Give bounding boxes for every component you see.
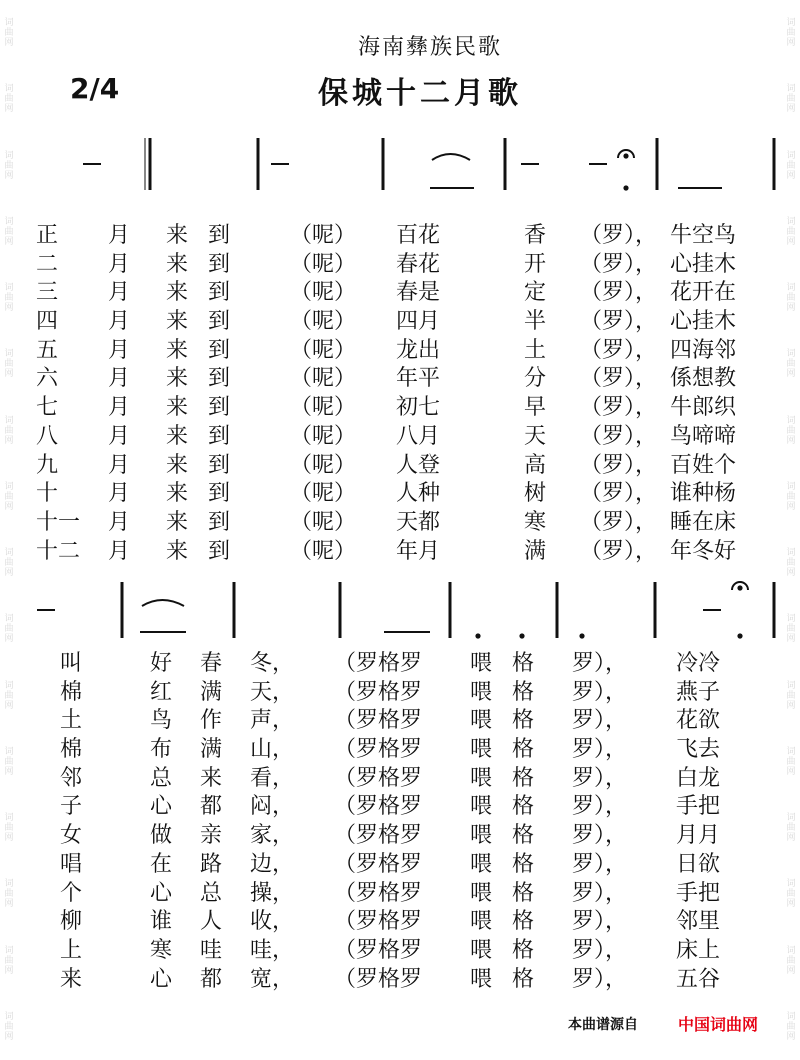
lyric-word: 满 [200,737,223,763]
lyric-word: 闷， [250,794,295,820]
lyric-word: 心 [150,966,173,992]
lyric-word: 土 [524,337,547,363]
watermark-text: 词 曲 网 [786,680,796,711]
lyric-word: 罗）， [572,737,628,763]
lyric-word: 女 [60,823,83,849]
lyric-word: 喂 [470,909,493,935]
lyric-word: （呢） [290,223,357,248]
lyric-word: 十二 [36,538,81,564]
lyric-word: 鸟啼啼 [670,423,737,449]
lyric-word: 手把 [676,794,721,820]
lyric-word: 心挂木 [670,251,737,277]
lyric-word: 总 [200,880,223,906]
lyric-word: 喂 [470,794,493,820]
lyric-word: 格 [512,851,535,877]
lyric-word: （罗格罗 [334,823,423,849]
lyric-word: 四海邻 [670,337,737,363]
lyric-word: 哇 [200,937,223,963]
watermark-text: 词 曲 网 [786,945,796,976]
lyric-word: 喂 [470,737,493,763]
lyric-word: 冬， [250,651,295,676]
lyric-word: 格 [512,737,535,763]
lyric-word: 看， [250,765,295,791]
lyric-word: 到 [208,337,231,363]
lyric-word: 谁种杨 [670,481,737,507]
lyric-word: 罗）， [572,937,628,963]
lyric-word: 月 [108,280,131,306]
lyric-word: 格 [512,708,535,734]
lyric-word: 到 [208,423,231,449]
lyric-word: （呢） [290,538,357,564]
lyric-word: 十一 [36,509,81,535]
lyric-word: （罗格罗 [334,794,423,820]
fermata-dot [623,153,628,158]
low-octave-dot [579,633,584,638]
lyric-word: 月 [108,481,131,507]
watermark-text: 词 曲 网 [4,879,14,910]
lyric-word: （罗格罗 [334,909,423,935]
watermark-text: 词 曲 网 [4,415,14,446]
lyric-word: 人登 [396,452,441,478]
lyric-word: 喂 [470,679,493,705]
lyric-word: 花开在 [670,280,737,306]
lyric-word: 月 [108,452,131,478]
lyric-word: 冷冷 [676,651,721,676]
lyric-word: （罗）， [580,509,658,535]
song-subtitle: 海南彝族民歌 [357,35,502,60]
lyric-word: 四月 [396,309,441,335]
lyric-word: 五谷 [676,966,721,992]
lyric-word: 罗）， [572,651,628,676]
lyric-word: 谁 [150,909,173,935]
lyric-word: 罗）， [572,851,628,877]
watermark-text: 词 曲 网 [786,150,796,181]
lyric-word: 操， [250,880,295,906]
lyric-word: 早 [524,395,547,421]
lyric-word: 格 [512,966,535,992]
lyric-word: 树 [524,481,547,507]
lyric-word: 人种 [396,481,441,507]
watermark-text: 词 曲 网 [4,283,14,314]
lyric-word: 七 [36,395,59,421]
lyric-word: 罗）， [572,880,628,906]
lyric-word: 罗）， [572,823,628,849]
lyric-word: 睡在床 [670,509,737,535]
lyric-word: （呢） [290,452,357,478]
lyric-word: 年平 [396,366,441,392]
watermark-text: 词 曲 网 [786,283,796,314]
lyric-word: 天都 [396,509,441,535]
watermark-text: 词 曲 网 [4,945,14,976]
lyric-word: 来 [166,280,189,306]
lyric-word: （罗）， [580,481,658,507]
watermark-text: 词 曲 网 [4,481,14,512]
lyric-word: （罗）， [580,538,658,564]
lyric-word: 上 [60,937,83,963]
time-signature: 2/4 [70,72,120,105]
lyric-word: （罗）， [580,395,658,421]
lyric-word: 寒 [150,937,173,963]
slur [142,600,184,606]
lyric-word: 到 [208,452,231,478]
lyric-word: 人 [200,909,223,935]
source-note: 本曲谱源自 [568,1017,638,1033]
lyric-word: 月 [108,395,131,421]
lyric-word: （呢） [290,423,357,449]
lyric-word: 红 [150,679,173,705]
lyric-word: 到 [208,223,231,248]
lyric-word: 心挂木 [670,309,737,335]
lyric-word: 年冬好 [670,538,737,564]
lyric-word: 格 [512,794,535,820]
lyric-word: 来 [60,966,83,992]
lyric-word: 喂 [470,851,493,877]
lyric-word: 正 [36,223,59,248]
lyric-word: 格 [512,679,535,705]
lyric-word: 牛空鸟 [670,223,737,248]
lyric-word: 喂 [470,937,493,963]
lyric-word: 来 [200,765,223,791]
lyric-word: 来 [166,509,189,535]
lyric-word: 罗）， [572,909,628,935]
lyric-word: 心 [150,794,173,820]
lyric-word: 家， [250,823,295,849]
slur [432,154,470,160]
lyric-word: 月 [108,337,131,363]
lyric-word: 花欲 [676,708,721,734]
lyric-word: 罗）， [572,708,628,734]
lyric-word: 来 [166,538,189,564]
lyric-word: 来 [166,481,189,507]
lyric-word: （呢） [290,481,357,507]
lyric-word: 叫 [60,651,83,676]
lyric-word: 喂 [470,765,493,791]
lyric-word: 八月 [396,423,441,449]
lyric-word: （罗）， [580,337,658,363]
lyric-word: （呢） [290,251,357,277]
fermata-dot [737,585,742,590]
watermark-text: 词 曲 网 [4,349,14,380]
notation-line-2 [0,568,800,648]
lyric-word: 燕子 [676,679,721,705]
lyric-word: （罗格罗 [334,679,423,705]
lyric-word: 喂 [470,651,493,676]
lyric-word: 月 [108,309,131,335]
lyric-word: 四 [36,309,59,335]
lyric-word: 棉 [60,737,83,763]
watermark-text: 词 曲 网 [786,349,796,380]
lyric-word: 子 [60,794,83,820]
lyric-word: 格 [512,765,535,791]
notation-line-1 [0,118,800,198]
lyric-word: （罗）， [580,452,658,478]
lyric-word: 天， [250,679,295,705]
lyric-word: 係想教 [670,366,737,392]
lyric-word: 香 [524,223,547,248]
lyric-word: 飞去 [676,737,721,763]
lyric-word: 喂 [470,880,493,906]
watermark-text: 词 曲 网 [4,548,14,579]
lyric-word: 布 [150,737,173,763]
lyric-word: 百花 [396,223,441,248]
lyric-word: 十 [36,481,59,507]
lyric-word: 满 [200,679,223,705]
lyric-word: 月 [108,223,131,248]
lyric-word: 年月 [396,538,441,564]
lyric-word: 满 [524,538,547,564]
lyric-word: 龙出 [396,337,441,363]
lyric-word: 高 [524,452,547,478]
watermark-text: 词 曲 网 [786,614,796,645]
watermark-text: 词 曲 网 [786,548,796,579]
lyric-word: 到 [208,395,231,421]
watermark-text: 词 曲 网 [786,18,796,49]
lyric-word: 百姓个 [670,452,737,478]
lyric-word: （罗格罗 [334,708,423,734]
lyric-word: （罗）， [580,223,658,248]
lyric-word: 春 [200,651,223,676]
lyric-word: 格 [512,651,535,676]
lyric-word: 到 [208,366,231,392]
lyric-word: 到 [208,509,231,535]
watermark-text: 词 曲 网 [4,680,14,711]
lyric-word: （呢） [290,309,357,335]
lyric-word: 月 [108,538,131,564]
lyric-word: （呢） [290,280,357,306]
lyric-word: 到 [208,481,231,507]
lyric-word: 日欲 [676,851,721,877]
watermark-text: 词 曲 网 [786,216,796,247]
watermark-text: 词 曲 网 [4,18,14,49]
lyric-word: 亲 [200,823,223,849]
lyric-word: 喂 [470,823,493,849]
lyric-word: 都 [200,794,223,820]
song-title: 保城十二月歌 [318,76,522,111]
watermark-text: 词 曲 网 [4,150,14,181]
lyric-word: 路 [200,851,223,877]
lyric-word: 心 [150,880,173,906]
lyric-word: 六 [36,366,59,392]
lyric-word: 格 [512,909,535,935]
lyric-word: 格 [512,823,535,849]
lyric-word: 土 [60,708,83,734]
lyric-word: 来 [166,366,189,392]
lyric-word: （罗格罗 [334,851,423,877]
watermark-text: 词 曲 网 [786,1011,796,1042]
watermark-text: 词 曲 网 [786,813,796,844]
low-octave-dot [737,633,742,638]
watermark-text: 词 曲 网 [4,84,14,115]
lyric-word: （罗格罗 [334,966,423,992]
lyric-word: 来 [166,452,189,478]
lyric-word: 作 [200,708,223,734]
lyric-word: 二 [36,251,59,277]
lyric-word: 罗）， [572,765,628,791]
watermark-text: 词 曲 网 [4,614,14,645]
lyric-word: 月 [108,509,131,535]
lyric-word: 格 [512,880,535,906]
lyric-word: 山， [250,737,295,763]
lyric-word: 邻 [60,765,83,791]
watermark-text: 词 曲 网 [4,1011,14,1042]
watermark-text: 词 曲 网 [786,746,796,777]
lyric-word: 声， [250,708,295,734]
lyric-word: 到 [208,538,231,564]
lyric-word: 喂 [470,708,493,734]
lyric-word: 寒 [524,509,547,535]
lyric-word: 月 [108,251,131,277]
lyric-word: 来 [166,223,189,248]
lyric-word: 来 [166,395,189,421]
lyric-word: 边， [250,851,295,877]
lyric-word: 分 [524,366,547,392]
lyric-word: （呢） [290,366,357,392]
lyric-word: 做 [150,823,173,849]
lyric-word: 牛郎织 [670,395,737,421]
lyric-word: 到 [208,280,231,306]
watermark-text: 词 曲 网 [4,216,14,247]
watermark-text: 词 曲 网 [4,813,14,844]
lyric-word: 半 [524,309,547,335]
lyric-word: 好 [150,651,173,676]
lyric-word: 月 [108,366,131,392]
lyric-word: （罗格罗 [334,880,423,906]
lyric-word: （罗）， [580,366,658,392]
lyric-word: 柳 [60,909,83,935]
lyric-word: 邻里 [676,909,721,935]
lyric-word: 唱 [60,851,83,877]
lyric-word: 收， [250,909,295,935]
lyric-word: 手把 [676,880,721,906]
watermark-text: 词 曲 网 [786,481,796,512]
lyric-word: 哇， [250,937,295,963]
low-octave-dot [519,633,524,638]
lyric-word: 罗）， [572,794,628,820]
watermark-text: 词 曲 网 [786,84,796,115]
lyric-word: 三 [36,280,59,306]
lyric-word: 棉 [60,679,83,705]
lyric-word: （罗格罗 [334,651,423,676]
lyric-word: （罗格罗 [334,765,423,791]
lyric-word: （罗）， [580,309,658,335]
low-octave-dot [623,185,628,190]
lyric-word: （罗格罗 [334,737,423,763]
lyric-word: 八 [36,423,59,449]
lyric-word: 来 [166,309,189,335]
lyric-word: 喂 [470,966,493,992]
lyric-word: 初七 [396,395,441,421]
lyric-word: 到 [208,251,231,277]
lyric-word: 来 [166,251,189,277]
lyric-word: 来 [166,423,189,449]
low-octave-dot [475,633,480,638]
lyric-word: 罗）， [572,679,628,705]
lyric-word: 在 [150,851,173,877]
lyric-word: 月月 [676,823,721,849]
lyric-word: （呢） [290,395,357,421]
lyric-word: 鸟 [150,708,173,734]
lyric-word: 床上 [676,937,721,963]
lyric-word: （罗）， [580,280,658,306]
lyric-word: 定 [524,280,547,306]
lyric-word: 宽， [250,966,295,992]
lyric-word: 白龙 [676,765,721,791]
lyric-word: （罗）， [580,251,658,277]
site-link[interactable]: 中国词曲网 [678,1015,759,1034]
lyric-word: 开 [524,251,547,277]
lyric-word: （呢） [290,509,357,535]
lyric-word: 来 [166,337,189,363]
lyric-word: 都 [200,966,223,992]
lyric-word: 总 [150,765,173,791]
lyric-word: 春是 [396,280,441,306]
lyric-word: （罗）， [580,423,658,449]
lyric-word: （罗格罗 [334,937,423,963]
lyric-word: 天 [524,423,547,449]
lyric-word: 到 [208,309,231,335]
watermark-text: 词 曲 网 [4,746,14,777]
lyric-word: 春花 [396,251,441,277]
watermark-text: 词 曲 网 [786,415,796,446]
lyric-word: 五 [36,337,59,363]
lyric-word: 格 [512,937,535,963]
lyric-word: 个 [60,880,83,906]
watermark-text: 词 曲 网 [786,879,796,910]
lyric-word: 九 [36,452,59,478]
lyric-word: （呢） [290,337,357,363]
lyric-word: 月 [108,423,131,449]
lyric-word: 罗）， [572,966,628,992]
